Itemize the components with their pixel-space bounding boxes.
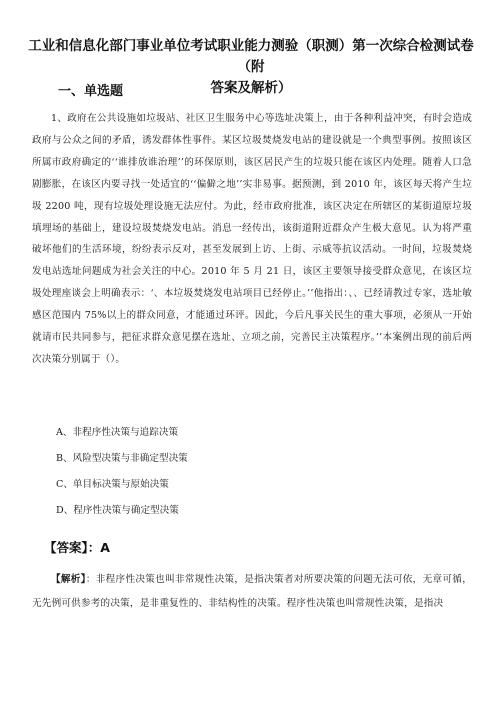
analysis-paragraph — [32, 568, 472, 616]
option-d: D、程序性决策与确定型决策 — [56, 505, 179, 516]
analysis-label: 【解析】 — [51, 574, 86, 585]
option-b: B、风险型决策与非确定型决策 — [56, 453, 188, 464]
option-a: A、非程序性决策与追踪决策 — [56, 427, 179, 438]
answer-line: 【答案】：A — [44, 540, 110, 555]
option-c: C、单目标决策与原始决策 — [56, 479, 169, 490]
section-heading: 一、单选题 — [58, 84, 124, 99]
analysis-text: ：非程序性决策也叫非常规性决策，是指决策者对所要决策的问题无法可依，无章可循，无先例可供参考的决策，是非重复性的、非结构性的决策。程序性决策也叫常规性决策，是指决 — [32, 574, 472, 609]
question-text: 1、政府在公共设施如垃圾站、社区卫生服务中心等选址决策上，由于各种利益冲突，有时会造成政府与公众之间的矛盾，诱发群体性事件。某区垃圾焚烧发电站的建设就是一个典型事例。按照该区所属市政府确定的‘‘谁排放谁治理’’的环保原则，该区居民产生的垃圾只能在该区内处理。随着人口急剧膨胀，在该区内要寻找一处适宜的‘‘偏僻之地’’实非易事。据预测，到 2010 年，该区每天将产生垃圾 2200 吨，现有垃圾处理设施无法应付。为此，经市政府批准，该区决定在所辖区的某街道原垃圾填埋场的基础上，建设垃圾焚烧发电站。消息一经传出，该街道附近群众产生极大意见。认为将严重破坏他们的生活环境，纷纷表示反对，甚至发展到上访、上街、示威等抗议活动。一时间，垃圾焚烧发电站选址问题成为社会关注的中心。2010 年 5 月 21 日，该区主要领导接受群众意见，在该区垃圾处理座谈会上明确表示：‘、本垃圾焚烧发电站项目已经停止。’’他指出：、、已经请教过专家，选址敏感区范围内 75%以上的群众同意，才能通过环评。因此，今后凡事关民生的重大事项，必须从一开始就请市民共同参与，把征求群众意见摆在选址、立项之前，完善民主决策程序。’’本案例出现的前后两次决策分别属于（）。 — [32, 113, 472, 365]
title-line-2: 答案及解析） — [210, 80, 292, 96]
title-line-1: 工业和信息化部门事业单位考试职业能力测验（职测）第一次综合检测试卷（附 — [28, 38, 474, 75]
